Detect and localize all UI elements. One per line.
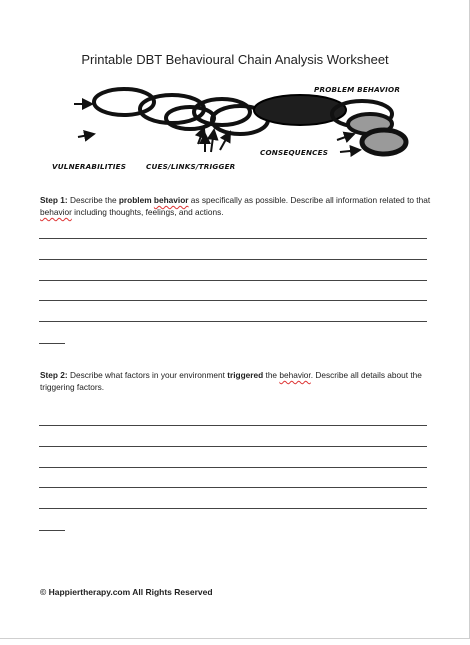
label-cues-links-trigger: CUES/LINKS/TRIGGER xyxy=(146,162,236,171)
copyright-footer: © Happiertherapy.com All Rights Reserved xyxy=(40,587,213,597)
chain-link xyxy=(166,107,214,129)
chain-diagram xyxy=(52,82,422,172)
step2-text: . Describe all details about the triggering factors. xyxy=(40,370,422,392)
trigger-arrow xyxy=(211,130,214,152)
step1-text: including thoughts, feelings, and actions. xyxy=(71,207,224,217)
step1-behavior-word: behavior xyxy=(153,195,189,205)
answer-line[interactable] xyxy=(39,425,427,426)
consequence-arrow xyxy=(337,134,354,140)
consequence-arrow xyxy=(340,150,360,152)
step2-behavior-word: behavior xyxy=(279,370,311,380)
step1-instructions xyxy=(40,194,432,218)
answer-line[interactable] xyxy=(39,238,427,239)
answer-line[interactable] xyxy=(39,508,427,509)
step1-text: as specifically as possible. Describe all information related to that xyxy=(188,195,431,205)
label-consequences: CONSEQUENCES xyxy=(260,148,329,157)
answer-line[interactable] xyxy=(39,280,427,281)
label-vulnerabilities: VULNERABILITIES xyxy=(52,162,127,171)
step2-text: the xyxy=(263,370,280,380)
step2-instructions xyxy=(40,369,432,393)
step1-bold: problem xyxy=(118,195,152,205)
answer-line[interactable] xyxy=(39,259,427,260)
answer-line[interactable] xyxy=(39,530,65,531)
step1-text: Describe the xyxy=(67,195,119,205)
answer-line[interactable] xyxy=(39,467,427,468)
trigger-arrow xyxy=(198,128,204,144)
consequence-link xyxy=(362,130,406,154)
step2-bold: triggered xyxy=(227,370,264,380)
trigger-arrow xyxy=(220,132,230,150)
step2-text: Describe what factors in your environment xyxy=(67,370,228,380)
page-title: Printable DBT Behavioural Chain Analysis Worksheet xyxy=(81,52,389,67)
answer-line[interactable] xyxy=(39,446,427,447)
vulnerability-arrow xyxy=(78,134,94,137)
label-problem-behavior: PROBLEM BEHAVIOR xyxy=(314,85,401,94)
answer-line[interactable] xyxy=(39,487,427,488)
step2-label: Step 2: xyxy=(40,370,68,380)
step1-label: Step 1: xyxy=(40,195,68,205)
step1-behavior-word: behavior xyxy=(40,207,72,217)
answer-line[interactable] xyxy=(39,300,427,301)
answer-line[interactable] xyxy=(39,343,65,344)
answer-line[interactable] xyxy=(39,321,427,322)
